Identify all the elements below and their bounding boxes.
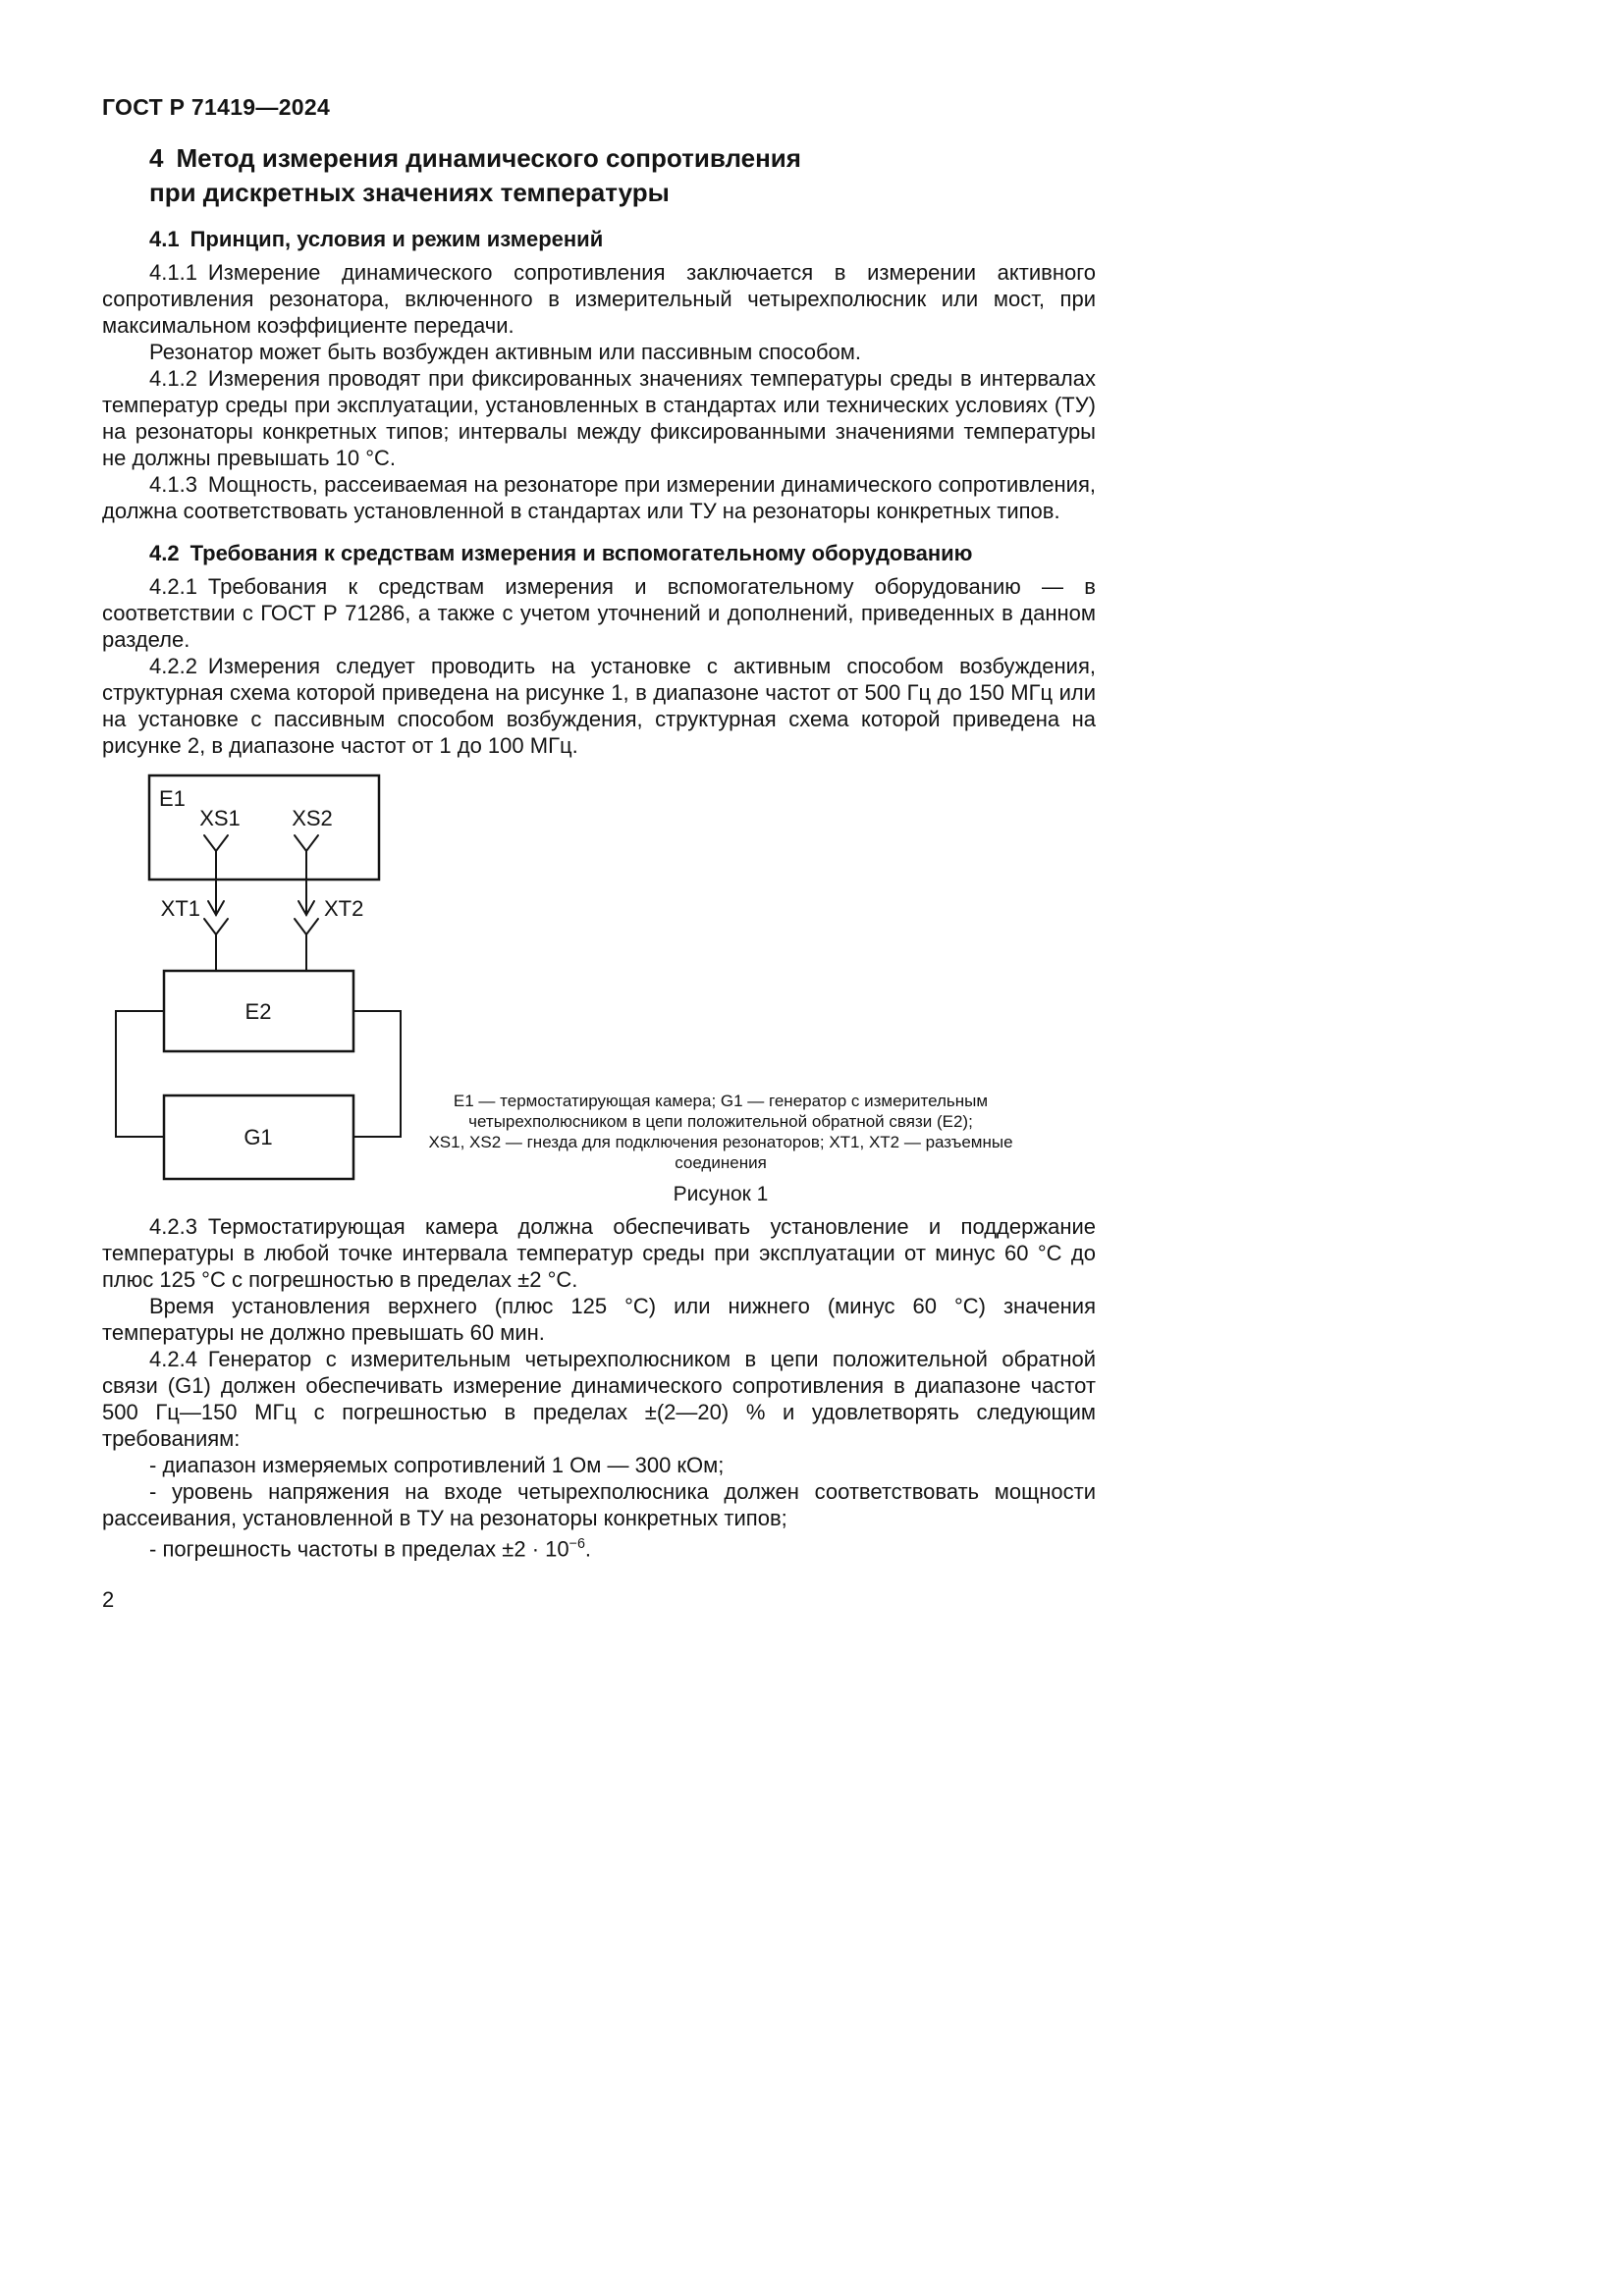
xt1-socket-symbol: [204, 919, 228, 934]
block-e1-label: E1: [159, 786, 186, 811]
figure-1: [102, 767, 1096, 1213]
paragraph-4-2-4: 4.2.4 Генератор с измерительным четырехполюсником в цепи положительной обратной связи (G1) должен обеспечивать измерение динамического сопротивления в диапазоне частот 500 Гц—150 МГц с погрешностью в пределах ±(2—20) % и удовлетворять следующим требованиям:: [102, 1347, 1096, 1451]
list-item-resistance-range: - диапазон измеряемых сопротивлений 1 Ом — 300 кОм;: [149, 1453, 725, 1477]
document-header: ГОСТ Р 71419—2024: [102, 94, 331, 120]
section-title-line1: 4 Метод измерения динамического сопротивления: [149, 143, 801, 173]
paragraph-4-1-3: 4.1.3 Мощность, рассеиваемая на резонаторе при измерении динамического сопротивления, должна соответствовать установленной в стандартах или ТУ на резонаторы конкретных типов.: [102, 472, 1096, 523]
frequency-error-exponent: −6: [568, 1536, 585, 1552]
section-title-line2: при дискретных значениях температуры: [149, 178, 670, 207]
section-title: [102, 141, 1096, 210]
paragraph-4-2-2: 4.2.2 Измерения следует проводить на установке с активным способом возбуждения, структурная схема которой приведена на рисунке 1, в диапазоне частот от 500 Гц до 150 МГц или на установке с пассивным способом возбуждения, структурная схема которой приведена на рисунке 2, в диапазоне частот от 1 до 100 МГц.: [102, 654, 1096, 758]
list-item-frequency-error-text: - погрешность частоты в пределах ±2 · 10: [149, 1536, 569, 1562]
diagram-blocks: [149, 775, 379, 1179]
paragraph-4-1-1a: Резонатор может быть возбужден активным или пассивным способом.: [149, 340, 862, 364]
connector-xt1-label: XT1: [160, 896, 200, 921]
list-item-frequency-error: [102, 1531, 1096, 1562]
list-item-voltage-level: - уровень напряжения на входе четырехполюсника должен соответствовать мощности рассеивания, установленной в ТУ на резонаторы конкретных типов;: [102, 1479, 1096, 1530]
connector-xt2-label: XT2: [324, 896, 364, 921]
paragraph-4-1-1: 4.1.1 Измерение динамического сопротивления заключается в измерении активного сопротивления резонатора, включенного в измерительный четырехполюсник или мост, при максимальном коэффициенте передачи.: [102, 260, 1096, 338]
xs2-socket-symbol: [295, 835, 318, 851]
figure-1-label: Рисунок 1: [673, 1183, 769, 1205]
block-e2-label: E2: [244, 999, 272, 1024]
feedback-loop-left: [116, 1011, 164, 1137]
connector-xs2-label: XS2: [292, 806, 333, 830]
figure-caption-line: четырехполюсником в цепи положительной обратной связи (Е2);: [468, 1112, 973, 1131]
paragraph-4-2-3: 4.2.3 Термостатирующая камера должна обеспечивать установление и поддержание температуры в любой точке интервала температур среды при эксплуатации от минус 60 °С до плюс 125 °С с погрешностью в пределах ±2 °С.: [102, 1214, 1096, 1292]
subsection-heading-4-2: 4.2 Требования к средствам измерения и вспомогательному оборудованию: [149, 541, 973, 565]
page-content: [102, 94, 1096, 1613]
subsection-heading-4-1: 4.1 Принцип, условия и режим измерений: [149, 227, 604, 251]
list-item-frequency-error-period: .: [584, 1536, 592, 1562]
figure-caption-line: XS1, XS2 — гнезда для подключения резонаторов; ХТ1, ХТ2 — разъемные: [428, 1133, 1013, 1151]
xs1-socket-symbol: [204, 835, 228, 851]
xt2-socket-symbol: [295, 919, 318, 934]
block-g1-label: G1: [244, 1125, 273, 1149]
paragraph-4-1-2: 4.1.2 Измерения проводят при фиксированных значениях температуры среды в интервалах температур среды при эксплуатации, установленных в стандартах или технических условиях (ТУ) на резонаторы конкретных типов; интервалы между фиксированными значениями температуры не должны превышать 10 °С.: [102, 366, 1096, 470]
paragraph-4-2-3a: Время установления верхнего (плюс 125 °С) или нижнего (минус 60 °С) значения температуры не должно превышать 60 мин.: [102, 1294, 1096, 1345]
figure-1-caption: [426, 1091, 1015, 1173]
figure-1-diagram: [102, 767, 426, 1213]
figure-caption-line: соединения: [675, 1153, 767, 1172]
connector-xs1-label: XS1: [199, 806, 241, 830]
feedback-loop-right: [353, 1011, 401, 1137]
figure-caption-line: Е1 — термостатирующая камера; G1 — генератор с измерительным: [453, 1092, 989, 1110]
paragraph-4-2-1: 4.2.1 Требования к средствам измерения и вспомогательному оборудованию — в соответствии с ГОСТ Р 71286, а также с учетом уточнений и дополнений, приведенных в данном разделе.: [102, 574, 1096, 652]
page-number: 2: [102, 1587, 115, 1613]
